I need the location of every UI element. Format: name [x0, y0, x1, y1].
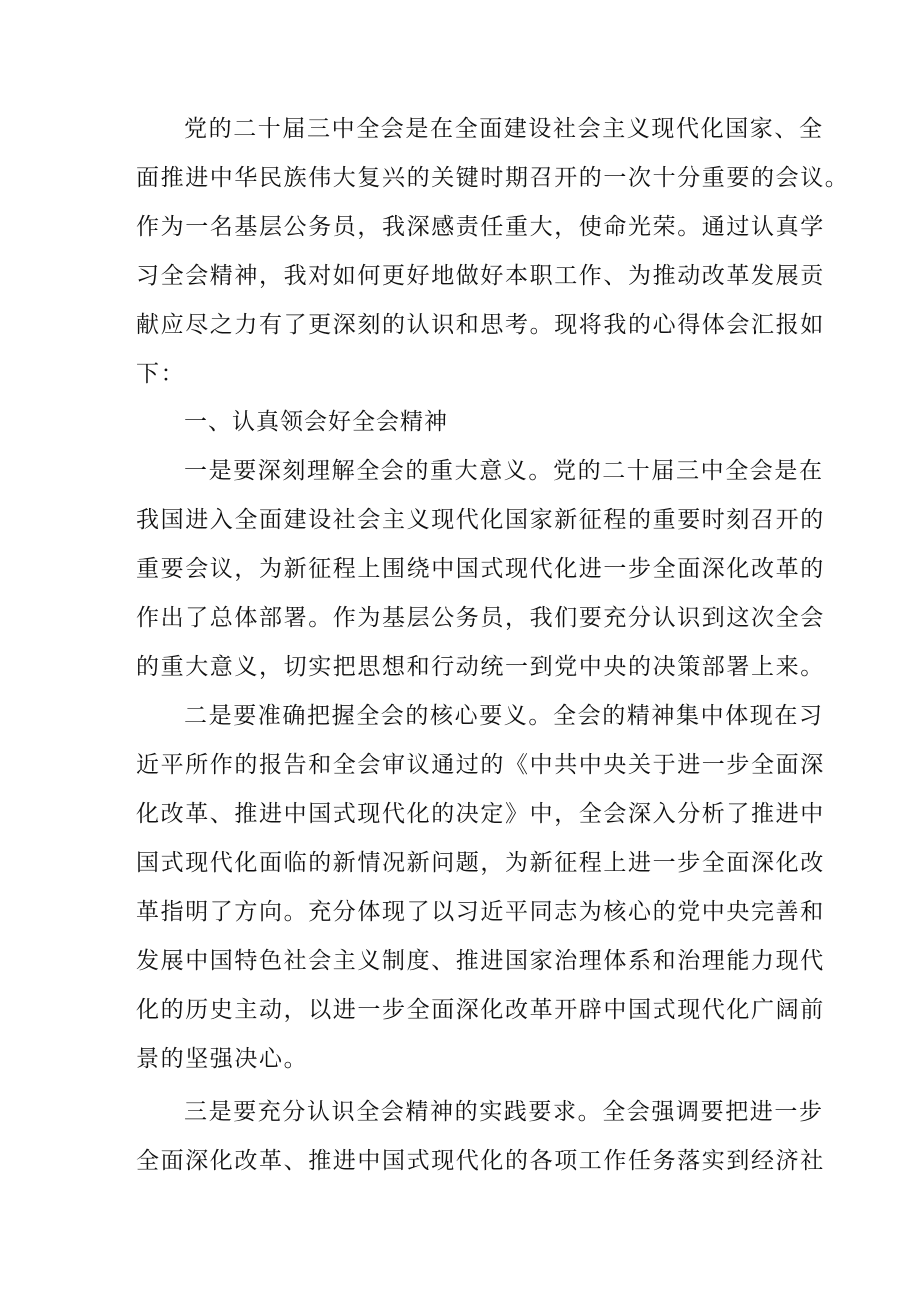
para1-line-4: 作出了总体部署。作为基层公务员，我们要充分认识到这次全会 [136, 605, 825, 631]
para1-line-3: 重要会议，为新征程上围绕中国式现代化进一步全面深化改革的 [136, 556, 825, 582]
para2-line-7: 化的历史主动，以进一步全面深化改革开辟中国式现代化广阔前 [136, 997, 825, 1023]
para2-line-3: 化改革、推进中国式现代化的决定》中，全会深入分析了推进中 [136, 801, 825, 827]
intro-line-5: 献应尽之力有了更深刻的认识和思考。现将我的心得体会汇报如 [136, 312, 825, 338]
para2-line-8: 景的坚强决心。 [136, 1046, 309, 1072]
para2-line-6: 发展中国特色社会主义制度、推进国家治理体系和治理能力现代 [136, 948, 825, 974]
intro-line-6: 下： [136, 361, 186, 387]
para1-line-2: 我国进入全面建设社会主义现代化国家新征程的重要时刻召开的 [136, 507, 825, 533]
para2-line-2: 近平所作的报告和全会审议通过的《中共中央关于进一步全面深 [136, 752, 825, 778]
intro-line-3: 作为一名基层公务员，我深感责任重大，使命光荣。通过认真学 [136, 214, 825, 240]
para2-line-5: 革指明了方向。充分体现了以习近平同志为核心的党中央完善和 [136, 899, 825, 925]
intro-line-1: 党的二十届三中全会是在全面建设社会主义现代化国家、全 [184, 116, 824, 142]
intro-line-2: 面推进中华民族伟大复兴的关键时期召开的一次十分重要的会议。 [136, 165, 850, 191]
para3-line-1: 三是要充分认识全会精神的实践要求。全会强调要把进一步 [184, 1099, 824, 1125]
para2-line-4: 国式现代化面临的新情况新问题，为新征程上进一步全面深化改 [136, 850, 825, 876]
para3-line-2: 全面深化改革、推进中国式现代化的各项工作任务落实到经济社 [136, 1148, 825, 1174]
para1-line-5: 的重大意义，切实把思想和行动统一到党中央的决策部署上来。 [136, 654, 825, 680]
intro-line-4: 习全会精神，我对如何更好地做好本职工作、为推动改革发展贡 [136, 263, 825, 289]
section-heading: 一、认真领会好全会精神 [184, 409, 448, 435]
para1-line-1: 一是要深刻理解全会的重大意义。党的二十届三中全会是在 [184, 458, 824, 484]
para2-line-1: 二是要准确把握全会的核心要义。全会的精神集中体现在习 [184, 703, 824, 729]
